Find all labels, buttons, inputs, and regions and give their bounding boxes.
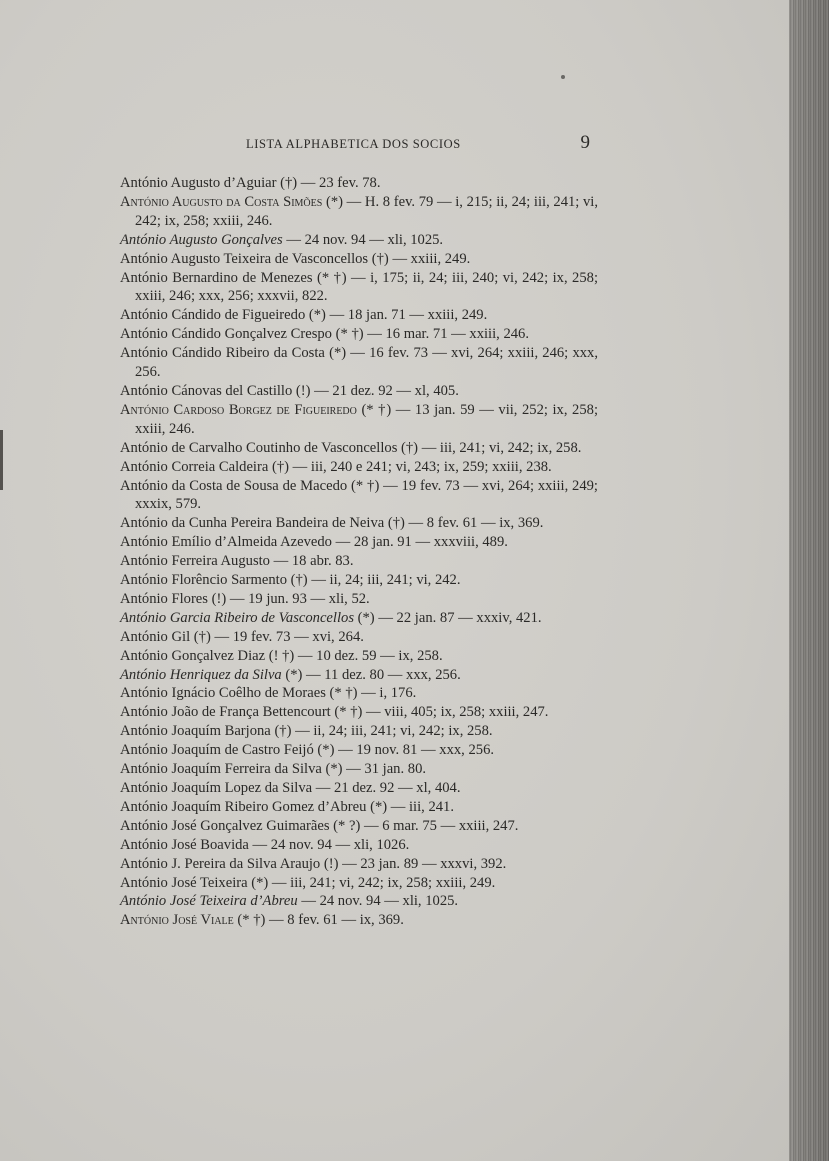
member-name: António Cándido de Figueiredo [120,307,306,324]
member-references: (* †) — 13 jan. 59 — vii, 252; ix, 258; xxiii, 246. [135,401,598,437]
member-references: — 28 jan. 91 — xxxviii, 489. [331,534,508,551]
member-name: António Garcia Ribeiro de Vasconcellos [120,609,354,626]
list-item [120,193,598,231]
member-name: António José Teixeira d’Abreu [120,893,298,910]
member-references: (†) — xxiii, 249. [368,250,471,267]
member-references: (*) — 11 dez. 80 — xxx, 256. [281,666,461,683]
list-item [120,306,598,325]
list-item [120,628,598,647]
member-name: António Cándido Gonçalvez Crespo [120,326,332,343]
list-item [120,722,598,741]
list-item [120,703,598,722]
member-name: António da Costa de Sousa de Macedo [120,477,348,494]
list-item [120,760,598,779]
list-item [120,817,598,836]
member-references: (†) — iii, 241; vi, 242; ix, 258. [397,439,582,456]
member-references: (†) — ii, 24; iii, 241; vi, 242. [287,572,461,589]
member-references: (*) — H. 8 fev. 79 — i, 215; ii, 24; iii, 241; vi, 242; ix, 258; xxiii, 246. [135,193,598,229]
member-name: António Joaquím Lopez da Silva [120,780,313,796]
member-references: (* †) — viii, 405; ix, 258; xxiii, 247. [330,704,549,721]
member-name: António Augusto Gonçalves [120,231,283,248]
page-number: 9 [580,132,590,153]
list-item [120,609,598,628]
member-name: António Cándido Ribeiro da Costa [120,345,325,362]
binding-mark [0,430,3,490]
list-item [120,458,598,477]
member-name: António Joaquím de Castro Feijó [120,742,314,759]
list-item [120,855,598,874]
member-name: António Gonçalvez Diaz [120,647,266,664]
member-references: (!) — 19 jun. 93 — xli, 52. [207,590,370,607]
member-name: António José Viale [120,912,234,929]
running-title: LISTA ALPHABETICA DOS SOCIOS [246,137,461,151]
list-item [120,514,598,533]
member-name: António da Cunha Pereira Bandeira de Neiva [120,515,385,532]
list-item [120,590,598,609]
member-references: (* †) — 19 fev. 73 — xvi, 264; xxiii, 249; xxxix, 579. [135,477,598,513]
ink-speck [561,75,565,79]
member-references: (* †) — 8 fev. 61 — ix, 369. [233,912,404,929]
member-references: (*) — 22 jan. 87 — xxxiv, 421. [354,609,542,626]
member-name: António Bernardino de Menezes [120,269,313,286]
list-item [120,174,598,193]
member-references: (* †) — i, 176. [325,685,417,702]
member-name: António Flores [120,590,208,607]
member-name: António Augusto da Costa Simões [120,193,323,210]
member-name: António J. Pereira da Silva Araujo [120,855,321,872]
list-item [120,911,598,930]
member-name: António Gil [120,628,191,645]
list-item [120,874,598,893]
list-item [120,382,598,401]
member-references: (! †) — 10 dez. 59 — ix, 258. [265,647,443,664]
member-references: (*) — iii, 241. [366,798,454,815]
list-item [120,231,598,250]
member-references: (*) — 16 fev. 73 — xvi, 264; xxiii, 246; xxx, 256. [135,345,598,381]
list-item [120,741,598,760]
list-item [120,647,598,666]
member-references: (* ?) — 6 mar. 75 — xxiii, 247. [329,817,519,834]
list-item [120,439,598,458]
member-name: António Emílio d’Almeida Azevedo [120,534,332,551]
member-references: (†) — ii, 24; iii, 241; vi, 242; ix, 258. [270,723,493,740]
list-item [120,892,598,911]
member-list [120,174,598,930]
member-references: (!) — 23 jan. 89 — xxxvi, 392. [320,855,507,872]
member-name: António Henriquez da Silva [120,666,282,683]
list-item [120,571,598,590]
member-name: António José Teixeira [120,874,248,891]
page-edges [789,0,829,1161]
member-name: António Cardoso Borgez de Figueiredo [120,401,357,418]
member-name: António Joaquím Ribeiro Gomez d’Abreu [120,798,367,815]
list-item [120,250,598,269]
member-references: — 24 nov. 94 — xli, 1025. [297,893,459,910]
member-name: António Augusto Teixeira de Vasconcellos [120,250,369,267]
member-name: António de Carvalho Coutinho de Vasconcellos [120,439,398,456]
member-name: António Augusto d’Aguiar [120,175,277,191]
member-references: — 21 dez. 92 — xl, 404. [312,780,461,796]
list-item [120,798,598,817]
member-name: António João de França Bettencourt [120,704,331,721]
list-item [120,477,598,515]
list-item [120,836,598,855]
member-references: — 24 nov. 94 — xli, 1025. [282,231,444,248]
list-item [120,325,598,344]
list-item [120,533,598,552]
member-name: António José Boavida [120,836,249,853]
member-references: (*) — 18 jan. 71 — xxiii, 249. [305,307,488,324]
member-name: António Ferreira Augusto [120,553,270,570]
member-references: — 18 abr. 83. [269,553,354,570]
member-references: (†) — 19 fev. 73 — xvi, 264. [190,628,364,645]
member-name: António Cánovas del Castillo [120,382,293,399]
member-references: (*) — iii, 241; vi, 242; ix, 258; xxiii, 249. [247,874,496,891]
member-references: (†) — 23 fev. 78. [276,175,381,191]
member-name: António Correia Caldeira [120,458,269,475]
list-item [120,684,598,703]
list-item [120,779,598,798]
member-references: (†) — iii, 240 e 241; vi, 243; ix, 259; xxiii, 238. [268,458,552,475]
member-references: (!) — 21 dez. 92 — xl, 405. [292,382,459,399]
list-item [120,269,598,307]
member-references: (†) — 8 fev. 61 — ix, 369. [384,515,544,532]
member-references: (*) — 31 jan. 80. [321,761,427,778]
member-name: António José Gonçalvez Guimarães [120,817,330,834]
member-name: António Florêncio Sarmento [120,572,287,589]
list-item [120,552,598,571]
member-name: António Joaquím Ferreira da Silva [120,761,322,778]
member-references: (* †) — i, 175; ii, 24; iii, 240; vi, 242; ix, 258; xxiii, 246; xxx, 256; xxxvii, 822. [135,269,598,305]
member-name: António Ignácio Coêlho de Moraes [120,685,326,702]
list-item [120,401,598,439]
list-item [120,344,598,382]
member-name: António Joaquím Barjona [120,723,271,740]
member-references: (*) — 19 nov. 81 — xxx, 256. [313,742,495,759]
list-item [120,666,598,685]
member-references: — 24 nov. 94 — xli, 1026. [248,836,410,853]
member-references: (* †) — 16 mar. 71 — xxiii, 246. [331,326,529,343]
page-header [120,134,596,156]
